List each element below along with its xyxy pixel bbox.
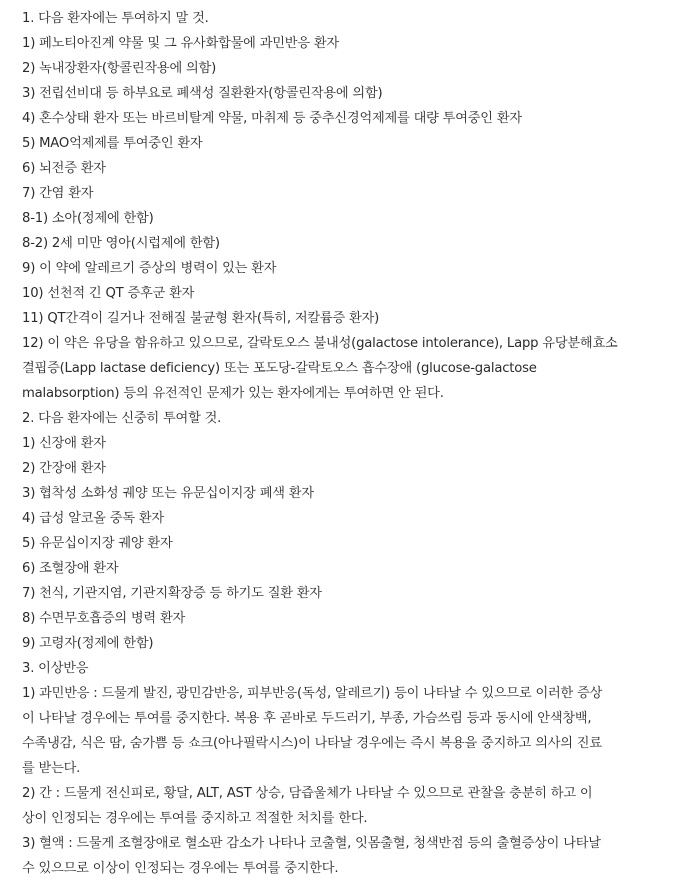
text-line: 3) 전립선비대 등 하부요로 폐색성 질환환자(항콜린작용에 의함) — [22, 86, 383, 101]
text-line: 7) 간염 환자 — [22, 186, 94, 201]
text-line: 8-1) 소아(정제에 한함) — [22, 211, 154, 226]
text-line: 수족냉감, 식은 땀, 숨가쁨 등 쇼크(아나필락시스)이 나타날 경우에는 즉시 복용을 중지하고 의사의 진료 — [22, 736, 602, 751]
text-line: 2. 다음 환자에는 신중히 투여할 것. — [22, 411, 222, 426]
text-line: 1) 과민반응 : 드물게 발진, 광민감반응, 피부반응(독성, 알레르기) 등이 나타날 수 있으므로 이러한 증상 — [22, 686, 603, 701]
text-line: malabsorption) 등의 유전적인 문제가 있는 환자에게는 투여하면 안 된다. — [22, 386, 444, 401]
text-line: 결핍증(Lapp lactase deficiency) 또는 포도당-갈락토오스 흡수장애 (glucose-galactose — [22, 361, 537, 376]
text-line: 11) QT간격이 길거나 전해질 불균형 환자(특히, 저칼륨증 환자) — [22, 311, 380, 326]
text-line: 이 나타날 경우에는 투여를 중지한다. 복용 후 곧바로 두드러기, 부종, 가슴쓰림 등과 동시에 안색창백, — [22, 711, 592, 726]
text-line: 12) 이 약은 유당을 함유하고 있으므로, 갈락토오스 불내성(galactose intolerance), Lapp 유당분해효소 — [22, 336, 618, 351]
text-line: 7) 천식, 기관지염, 기관지확장증 등 하기도 질환 환자 — [22, 586, 322, 601]
text-line: 3. 이상반응 — [22, 661, 89, 676]
text-line: 2) 간 : 드물게 전신피로, 황달, ALT, AST 상승, 담즙울체가 나타날 수 있으므로 관찰을 충분히 하고 이 — [22, 786, 593, 801]
text-line: 6) 뇌전증 환자 — [22, 161, 106, 176]
text-line: 3) 혈액 : 드물게 조혈장애로 혈소판 감소가 나타나 코출혈, 잇몸출혈, 청색반점 등의 출혈증상이 나타날 — [22, 836, 601, 851]
text-line: 상이 인정되는 경우에는 투여를 중지하고 적절한 처치를 한다. — [22, 811, 368, 826]
text-line: 2) 녹내장환자(항콜린작용에 의함) — [22, 61, 217, 76]
text-line: 1) 신장애 환자 — [22, 436, 106, 451]
text-line: 2) 간장애 환자 — [22, 461, 106, 476]
text-line: 1) 페노티아진계 약물 및 그 유사화합물에 과민반응 환자 — [22, 36, 339, 51]
text-line: 8-2) 2세 미만 영아(시럽제에 한함) — [22, 236, 220, 251]
text-line: 9) 고령자(정제에 한함) — [22, 636, 154, 651]
text-line: 9) 이 약에 알레르기 증상의 병력이 있는 환자 — [22, 261, 277, 276]
text-line: 8) 수면무호흡증의 병력 환자 — [22, 611, 186, 626]
text-line: 10) 선천적 긴 QT 증후군 환자 — [22, 286, 195, 301]
text-line: 1. 다음 환자에는 투여하지 말 것. — [22, 11, 209, 26]
text-line: 5) MAO억제제를 투여중인 환자 — [22, 136, 203, 151]
text-line: 수 있으므로 이상이 인정되는 경우에는 투여를 중지한다. — [22, 861, 339, 876]
text-line: 3) 협착성 소화성 궤양 또는 유문십이지장 폐색 환자 — [22, 486, 314, 501]
text-line: 4) 급성 알코올 중독 환자 — [22, 511, 164, 526]
text-line: 6) 조혈장애 환자 — [22, 561, 119, 576]
text-line: 를 받는다. — [22, 761, 81, 776]
text-line: 4) 혼수상태 환자 또는 바르비탈계 약물, 마취제 등 중추신경억제제를 대량 투여중인 환자 — [22, 111, 522, 126]
text-line: 5) 유문십이지장 궤양 환자 — [22, 536, 173, 551]
